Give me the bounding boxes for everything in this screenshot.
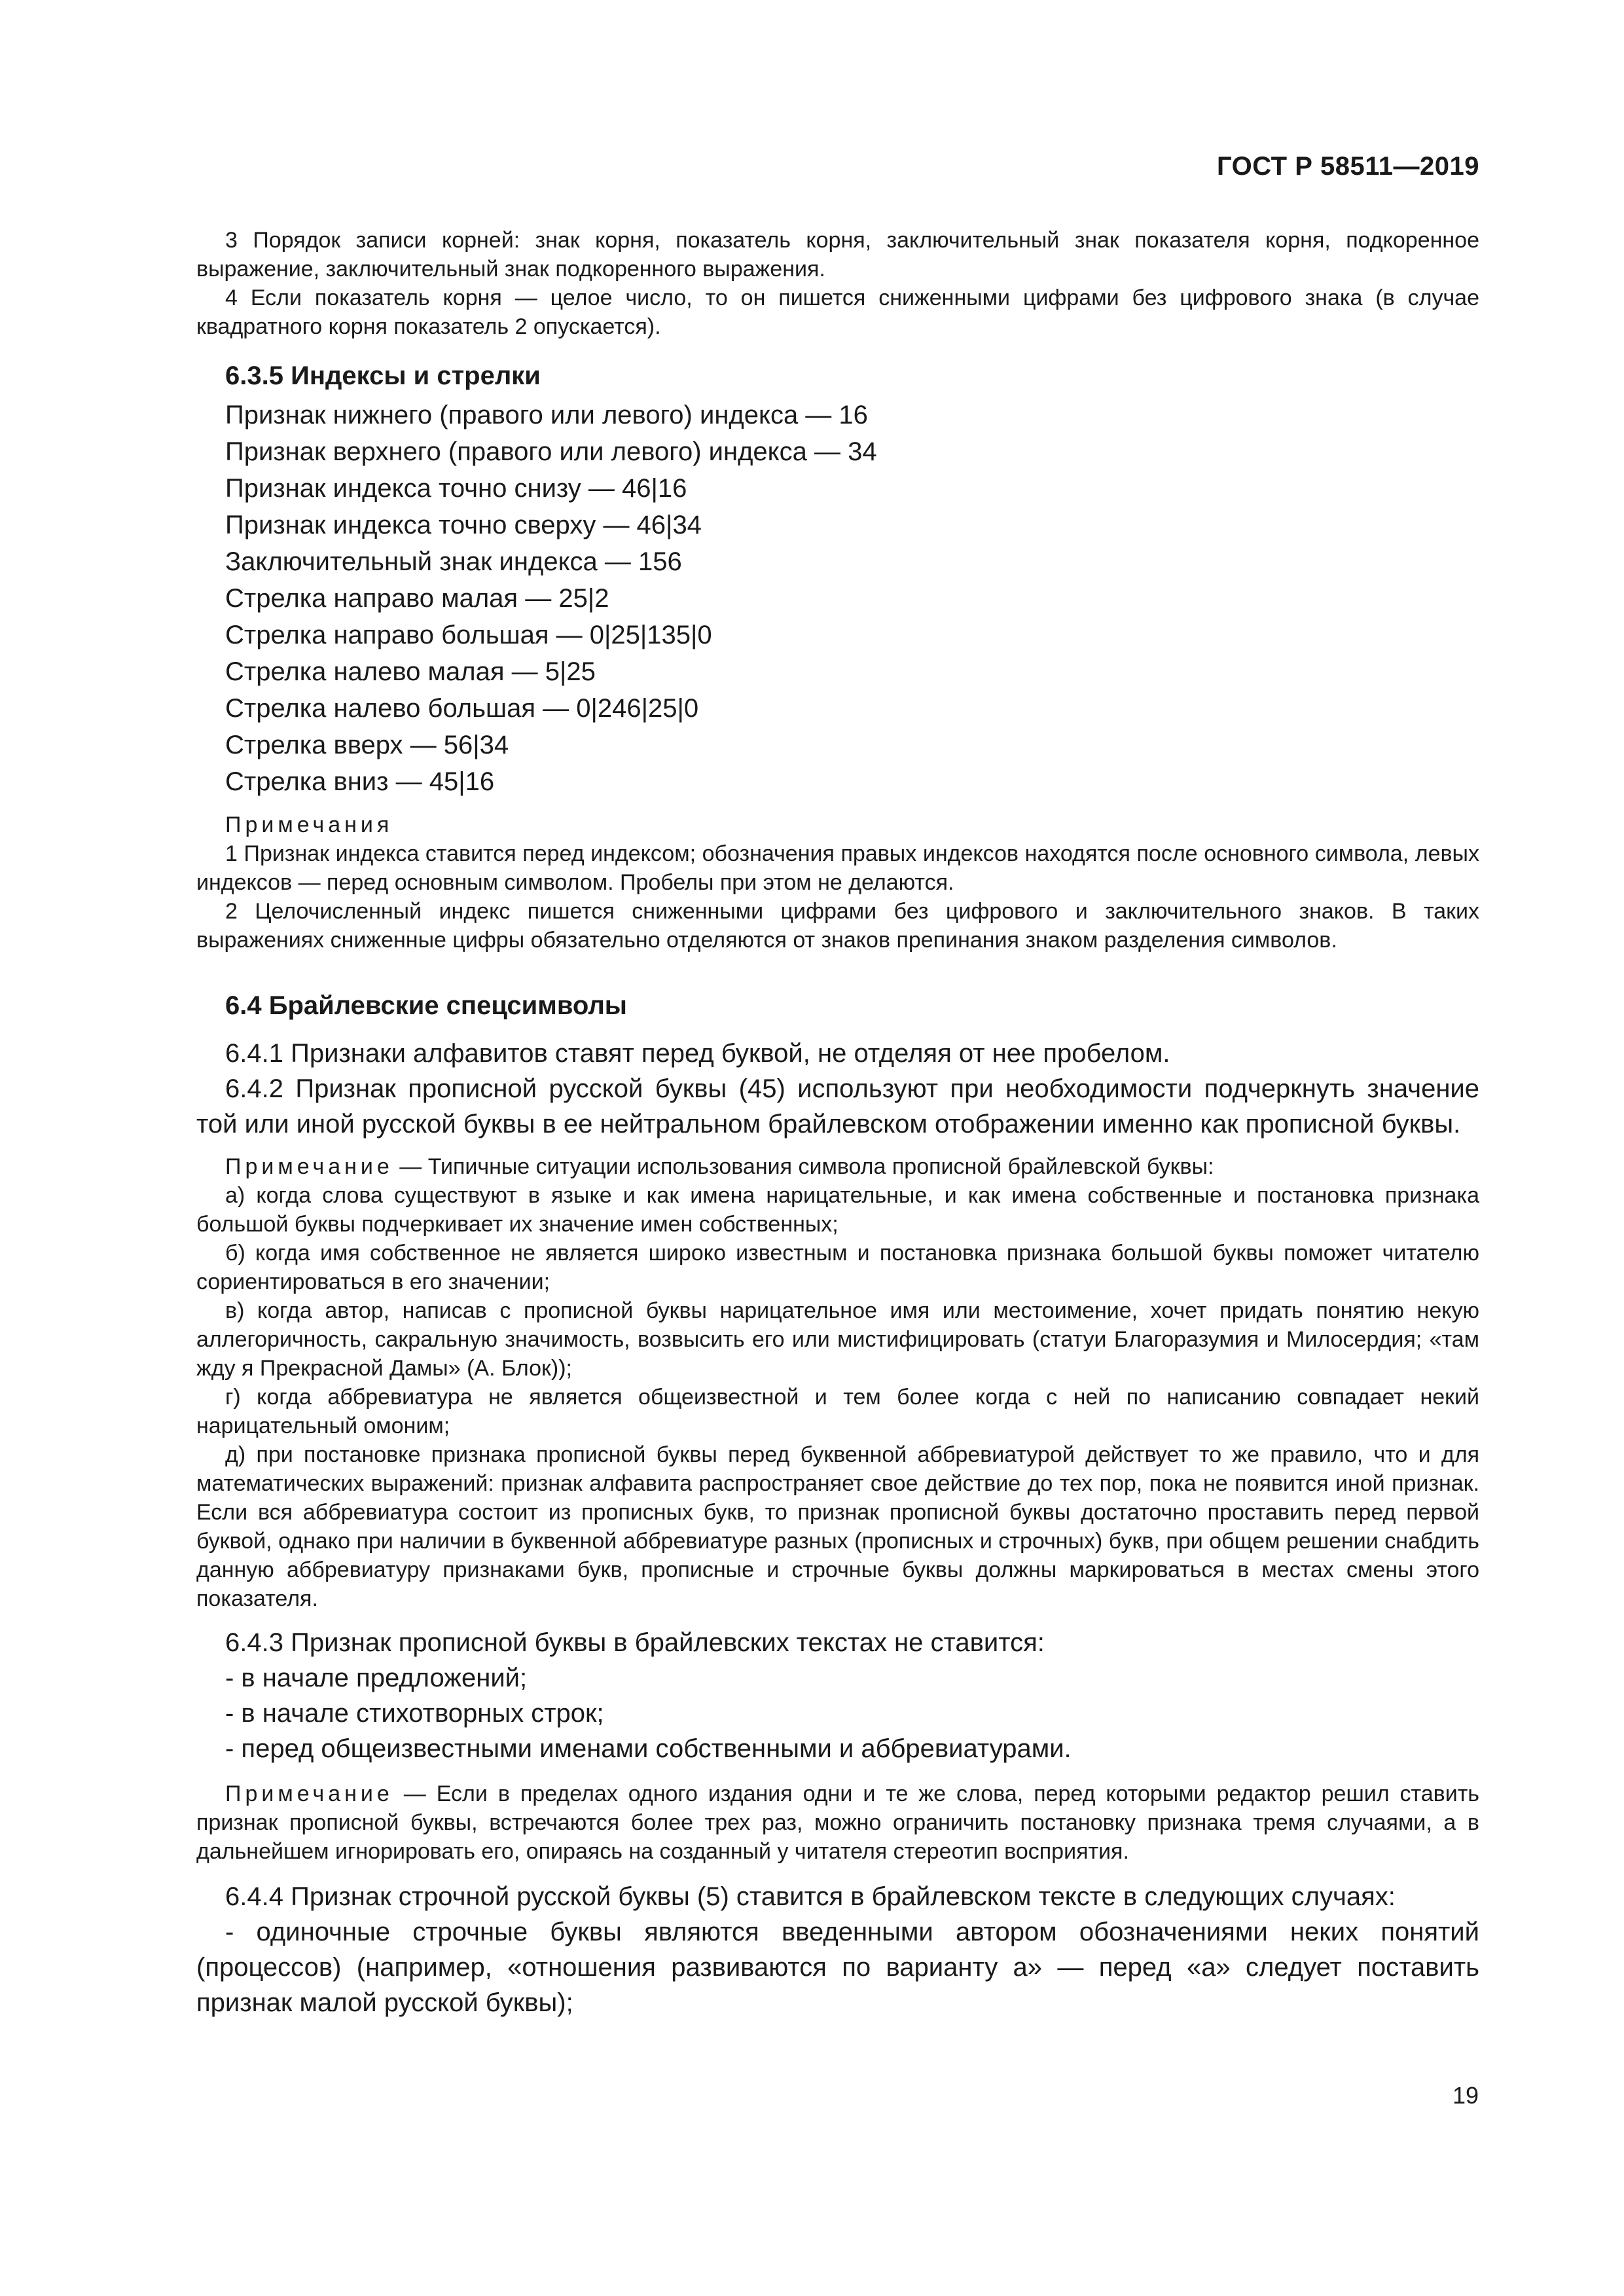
top-notes [196, 226, 1479, 341]
note-root-index: 4 Если показатель корня — целое число, то он пишется сниженными цифрами без цифрового знака (в случае квадратного корня показатель 2 опускается). [196, 285, 1479, 339]
index-arrow-list [196, 397, 1479, 800]
list-item: Заключительный знак индекса — 156 [225, 547, 682, 576]
list-item: Стрелка налево малая — 5|25 [225, 657, 596, 686]
note-1: 1 Признак индекса ставится перед индексом; обозначения правых индексов находятся после основного символа, левых индексов — перед основным символом. Пробелы при этом не делаются. [196, 841, 1479, 895]
list-item: - перед общеизвестными именами собственными и аббревиатурами. [225, 1734, 1072, 1763]
section-6-4 [196, 989, 1479, 2020]
list-item: Стрелка вниз — 45|16 [225, 767, 495, 796]
paragraph-6-4-2: 6.4.2 Признак прописной русской буквы (45) используют при необходимости подчеркнуть значение той или иной русской буквы в ее нейтральном брайлевском отображении именно как прописной буквы. [196, 1074, 1479, 1139]
paragraph-6-4-3: 6.4.3 Признак прописной буквы в брайлевских текстах не ставится: [225, 1628, 1045, 1657]
note-intro-text: — Типичные ситуации использования символа прописной брайлевской буквы: [393, 1154, 1214, 1179]
note-2: 2 Целочисленный индекс пишется сниженными цифрами без цифрового и заключительного знаков. В таких выражениях сниженные цифры обязательно отделяются от знаков препинания знаком разделения символов. [196, 899, 1479, 953]
section-6-3-5 [196, 359, 1479, 955]
note-item-v: в) когда автор, написав с прописной буквы нарицательное имя или местоимение, хочет придать понятию некую аллегоричность, сакральную значимость, возвысить его или мистифицировать (статуи Благоразумия и Милосердия; «там жду я Прекрасной Дамы» (А. Блок)); [196, 1298, 1479, 1381]
note-capital-usage [196, 1152, 1479, 1613]
section-heading-6-3-5: 6.3.5 Индексы и стрелки [225, 361, 541, 390]
document-code: ГОСТ Р 58511—2019 [1217, 152, 1479, 181]
list-item: Признак верхнего (правого или левого) индекса — 34 [225, 437, 877, 466]
note-intro [196, 1152, 1479, 1181]
notes-6-3-5 [196, 811, 1479, 955]
note-limit-text: — Если в пределах одного издания одни и те же слова, перед которыми редактор решил ставить признак прописной буквы, встречаются более трех раз, можно ограничить постановку признака тремя случаями, а в дальнейшем игнорировать его, опираясь на созданный у читателя стереотип восприятия. [196, 1781, 1479, 1864]
list-item: Признак нижнего (правого или левого) индекса — 16 [225, 401, 868, 429]
list-item: Стрелка вверх — 56|34 [225, 731, 509, 759]
paragraph-6-4-1: 6.4.1 Признаки алфавитов ставят перед буквой, не отделяя от нее пробелом. [225, 1039, 1170, 1068]
list-item: Стрелка направо малая — 25|2 [225, 584, 609, 613]
note-item-a: а) когда слова существуют в языке и как имена нарицательные, и как имена собственные и постановка признака большой буквы подчеркивает их значение имен собственных; [196, 1183, 1479, 1237]
section-heading-6-4: 6.4 Брайлевские спецсимволы [225, 991, 627, 1020]
note-root-order: 3 Порядок записи корней: знак корня, показатель корня, заключительный знак показателя корня, подкоренное выражение, заключительный знак подкоренного выражения. [196, 228, 1479, 282]
list-item: Признак индекса точно сверху — 46|34 [225, 511, 702, 539]
note-item-g: г) когда аббревиатура не является общеизвестной и тем более когда с ней по написанию совпадает некий нарицательный омоним; [196, 1385, 1479, 1438]
paragraph-6-4-4: 6.4.4 Признак строчной русской буквы (5) ставится в брайлевском тексте в следующих случаях: [225, 1882, 1396, 1911]
list-item: Стрелка направо большая — 0|25|135|0 [225, 621, 712, 649]
paragraph-6-4-4-item-1: - одиночные строчные буквы являются введенными автором обозначениями неких понятий (процессов) (например, «отношения развиваются по варианту а» — перед «а» следует поставить признак малой русской буквы); [196, 1918, 1479, 2017]
list-item: - в начале предложений; [225, 1664, 528, 1692]
note-label: Примечание [225, 1781, 393, 1806]
notes-title: Примечания [225, 812, 393, 837]
list-item: Стрелка налево большая — 0|246|25|0 [225, 694, 699, 723]
note-item-d: д) при постановке признака прописной буквы перед буквенной аббревиатурой действует то же правило, что и для математических выражений: признак алфавита распространяет свое действие до тех пор, пока не появится иной признак. Если вся аббревиатура состоит из прописных букв, то признак прописной буквы достаточно проставить перед первой буквой, однако при наличии в буквенной аббревиатуре разных (прописных и строчных) букв, при общем решении снабдить данную аббревиатуру признаками букв, прописные и строчные буквы должны маркироваться в местах смены этого показателя. [196, 1442, 1479, 1611]
list-item: - в начале стихотворных строк; [225, 1699, 604, 1728]
page-number: 19 [1452, 2082, 1479, 2109]
note-capital-limit [196, 1779, 1479, 1866]
list-item: Признак индекса точно снизу — 46|16 [225, 474, 687, 503]
note-label: Примечание [225, 1154, 393, 1179]
note-item-b: б) когда имя собственное не является широко известным и постановка признака большой буквы поможет читателю сориентироваться в его значении; [196, 1241, 1479, 1294]
